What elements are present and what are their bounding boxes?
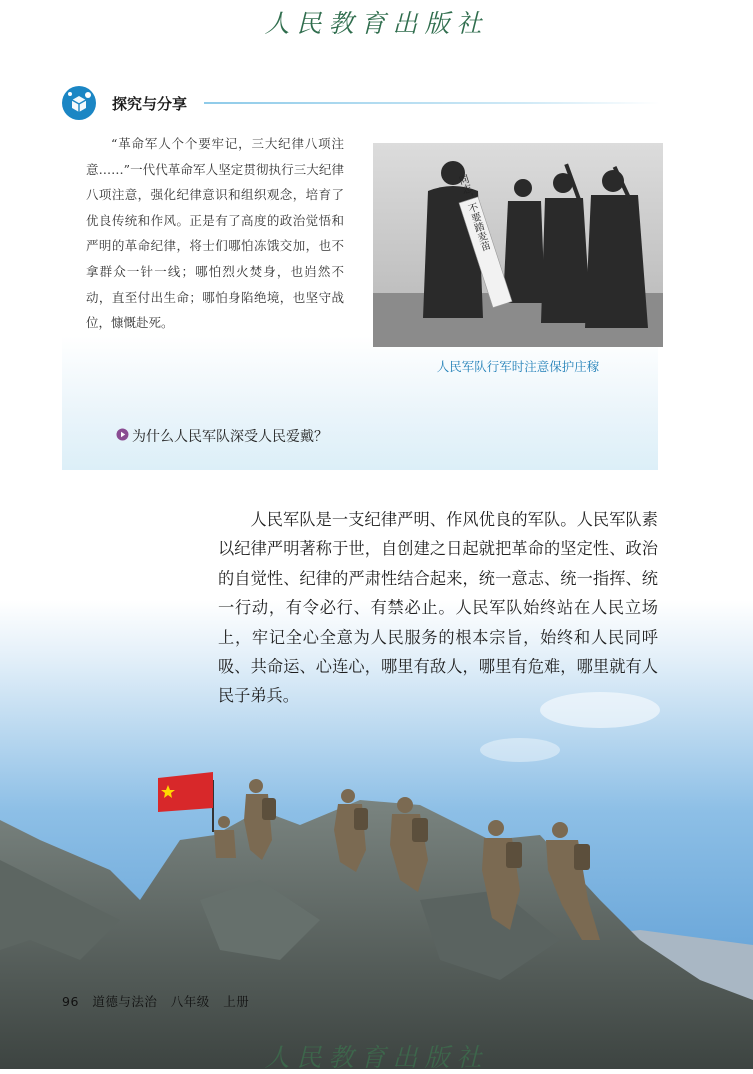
soldiers-marching-photo xyxy=(373,143,663,347)
page-number: 96 xyxy=(62,994,79,1009)
play-bullet-icon xyxy=(116,428,129,441)
grade-label: 八年级 xyxy=(170,994,210,1009)
main-paragraph: 人民军队是一支纪律严明、作风优良的军队。人民军队素以纪律严明著称于世，自创建之日起就把革命的坚定性、政治的自觉性、纪律的严肃性结合起来，统一意志、统一指挥、统一行动，有令必行、有禁必止。人民军队始终站在人民立场上，牢记全心全意为人民服务的根本宗旨，始终和人民同呼吸、共命运、心连心，哪里有敌人，哪里有危难，哪里就有人民子弟兵。 xyxy=(218,510,658,706)
section-divider xyxy=(204,102,660,104)
page-footer xyxy=(62,992,249,1010)
story-paragraph: “革命军人个个要牢记，三大纪律八项注意……”一代代革命军人坚定贯彻执行三大纪律八项注意，强化纪律意识和组织观念，培育了优良传统和作风。正是有了高度的政治觉悟和严明的革命纪律，将士们哪怕冻饿交加，也不拿群众一针一线；哪怕烈火焚身，也岿然不动，直至付出生命；哪怕身陷绝境，也坚守战位，慷慨赴死。 xyxy=(86,136,344,331)
question-text: 为什么人民军队深受人民爱戴？ xyxy=(132,429,328,445)
volume-label: 上册 xyxy=(223,994,250,1009)
publisher-footer: 人民教育出版社 xyxy=(264,1043,489,1072)
book-title: 道德与法治 xyxy=(92,994,158,1009)
photo-caption: 人民军队行军时注意保护庄稼 xyxy=(436,359,600,374)
section-header xyxy=(62,84,662,122)
publisher-header: 人民教育出版社 xyxy=(264,9,489,38)
section-title: 探究与分享 xyxy=(112,95,188,113)
sash-text: 同志，不要踏麦苗 xyxy=(455,173,491,253)
explore-share-icon xyxy=(62,86,96,120)
